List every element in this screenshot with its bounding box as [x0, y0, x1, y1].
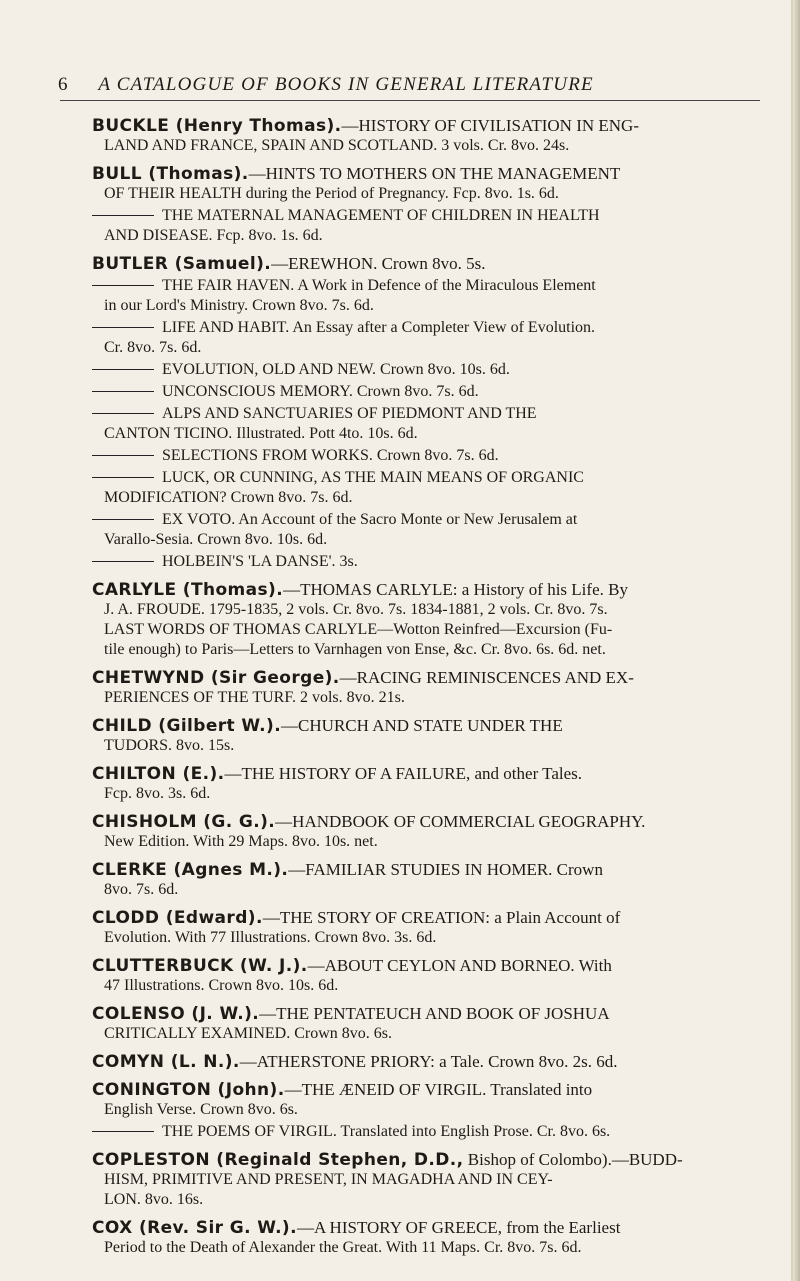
entry-text: —THE STORY OF CREATION: a Plain Account of	[262, 908, 621, 927]
entry-continuation-line	[92, 928, 760, 948]
catalogue-entries	[92, 116, 760, 1266]
entry-text: English Verse. Crown 8vo. 6s.	[104, 1101, 298, 1118]
sub-entry	[92, 404, 760, 444]
catalogue-entry	[92, 716, 760, 756]
catalogue-entry	[92, 1218, 760, 1258]
author-name: CONINGTON (John).	[92, 1080, 285, 1100]
entry-text: LON. 8vo. 16s.	[104, 1191, 204, 1208]
entry-heading-line	[92, 254, 760, 274]
sub-entry-text: HOLBEIN'S 'LA DANSE'. 3s.	[162, 553, 358, 570]
sub-entry-continuation-line	[92, 338, 760, 358]
entry-continuation-line	[92, 688, 760, 708]
sub-entry-text: Cr. 8vo. 7s. 6d.	[104, 339, 202, 356]
entry-text: HISM, PRIMITIVE AND PRESENT, IN MAGADHA AND IN CEY-	[104, 1171, 553, 1188]
entry-heading-line	[92, 1052, 760, 1072]
ditto-dash	[92, 285, 154, 286]
sub-entry	[92, 552, 760, 572]
author-name: COX (Rev. Sir G. W.).	[92, 1218, 297, 1238]
entry-text: LAND AND FRANCE, SPAIN AND SCOTLAND. 3 vols. Cr. 8vo. 24s.	[104, 137, 570, 154]
sub-entry-line	[92, 206, 760, 226]
author-name: CHILD (Gilbert W.).	[92, 716, 282, 736]
catalogue-entry	[92, 1052, 760, 1072]
entry-heading-line	[92, 116, 760, 136]
entry-continuation-line	[92, 880, 760, 900]
catalogue-entry	[92, 764, 760, 804]
catalogue-entry	[92, 1004, 760, 1044]
entry-continuation-line	[92, 184, 760, 204]
sub-entry-text: THE FAIR HAVEN. A Work in Defence of the Miraculous Element	[162, 277, 596, 294]
sub-entry-text: LIFE AND HABIT. An Essay after a Completer View of Evolution.	[162, 319, 596, 336]
sub-entry-continuation-line	[92, 296, 760, 316]
entry-text: —HISTORY OF CIVILISATION IN ENG-	[341, 116, 639, 135]
sub-entry-line	[92, 276, 760, 296]
entry-text: —THE PENTATEUCH AND BOOK OF JOSHUA	[259, 1004, 610, 1023]
author-name: COPLESTON (Reginald Stephen, D.D.,	[92, 1150, 464, 1170]
sub-entry-line	[92, 382, 760, 402]
sub-entry	[92, 468, 760, 508]
sub-entry-continuation-line	[92, 226, 760, 246]
sub-entry-line	[92, 360, 760, 380]
entry-heading-line	[92, 164, 760, 184]
ditto-dash	[92, 215, 154, 216]
ditto-dash	[92, 519, 154, 520]
sub-entry-text: Varallo-Sesia. Crown 8vo. 10s. 6d.	[104, 531, 328, 548]
sub-entry-text: in our Lord's Ministry. Crown 8vo. 7s. 6d.	[104, 297, 374, 314]
entry-text: 8vo. 7s. 6d.	[104, 881, 179, 898]
sub-entry-text: ALPS AND SANCTUARIES OF PIEDMONT AND THE	[162, 405, 537, 422]
sub-entry-line	[92, 404, 760, 424]
author-name: CHILTON (E.).	[92, 764, 225, 784]
entry-text: TUDORS. 8vo. 15s.	[104, 737, 235, 754]
sub-entry-text: EX VOTO. An Account of the Sacro Monte or New Jerusalem at	[162, 511, 578, 528]
author-name: CARLYLE (Thomas).	[92, 580, 284, 600]
entry-text: —RACING REMINISCENCES AND EX-	[339, 668, 634, 687]
entry-continuation-line	[92, 832, 760, 852]
entry-continuation-line	[92, 1190, 760, 1210]
entry-text: CRITICALLY EXAMINED. Crown 8vo. 6s.	[104, 1025, 393, 1042]
sub-entry-continuation-line	[92, 424, 760, 444]
entry-heading-line	[92, 580, 760, 600]
sub-entry	[92, 276, 760, 316]
entry-continuation-line	[92, 1170, 760, 1190]
entry-text: —THE ÆNEID OF VIRGIL. Translated into	[284, 1080, 593, 1099]
author-name: BUTLER (Samuel).	[92, 254, 272, 274]
entry-text: LAST WORDS OF THOMAS CARLYLE—Wotton Reinfred—Excursion (Fu-	[104, 621, 613, 638]
sub-entry-line	[92, 318, 760, 338]
sub-entry-text: UNCONSCIOUS MEMORY. Crown 8vo. 7s. 6d.	[162, 383, 479, 400]
catalogue-entry	[92, 1080, 760, 1142]
ditto-dash	[92, 477, 154, 478]
entry-continuation-line	[92, 1238, 760, 1258]
author-name: BUCKLE (Henry Thomas).	[92, 116, 342, 136]
sub-entry	[92, 360, 760, 380]
sub-entry-text: THE POEMS OF VIRGIL. Translated into English Prose. Cr. 8vo. 6s.	[162, 1123, 611, 1140]
catalogue-entry	[92, 580, 760, 660]
entry-text: —HANDBOOK OF COMMERCIAL GEOGRAPHY.	[275, 812, 646, 831]
author-name: CLUTTERBUCK (W. J.).	[92, 956, 308, 976]
entry-heading-line	[92, 764, 760, 784]
entry-text: OF THEIR HEALTH during the Period of Pregnancy. Fcp. 8vo. 1s. 6d.	[104, 185, 559, 202]
entry-continuation-line	[92, 1100, 760, 1120]
entry-text: —A HISTORY OF GREECE, from the Earliest	[296, 1218, 621, 1237]
author-name: COMYN (L. N.).	[92, 1052, 240, 1072]
entry-heading-line	[92, 668, 760, 688]
sub-entry-line	[92, 1122, 760, 1142]
sub-entry-line	[92, 552, 760, 572]
catalogue-entry	[92, 1150, 760, 1210]
entry-text: Evolution. With 77 Illustrations. Crown 8vo. 3s. 6d.	[104, 929, 437, 946]
entry-continuation-line	[92, 136, 760, 156]
page-number: 6	[58, 74, 69, 95]
catalogue-entry	[92, 860, 760, 900]
entry-heading-line	[92, 860, 760, 880]
sub-entry-continuation-line	[92, 530, 760, 550]
entry-continuation-line	[92, 736, 760, 756]
entry-heading-line	[92, 1150, 760, 1170]
author-name: CLERKE (Agnes M.).	[92, 860, 289, 880]
sub-entry	[92, 446, 760, 466]
sub-entry-continuation-line	[92, 488, 760, 508]
entry-heading-line	[92, 908, 760, 928]
sub-entry-text: CANTON TICINO. Illustrated. Pott 4to. 10s. 6d.	[104, 425, 418, 442]
entry-continuation-line	[92, 784, 760, 804]
entry-text: —THE HISTORY OF A FAILURE, and other Tales.	[224, 764, 583, 783]
entry-continuation-line	[92, 976, 760, 996]
page-edge	[793, 0, 800, 1281]
entry-text: Bishop of Colombo).—BUDD-	[463, 1150, 683, 1169]
entry-heading-line	[92, 812, 760, 832]
page-header	[58, 74, 758, 96]
sub-entry-line	[92, 468, 760, 488]
sub-entry	[92, 318, 760, 358]
entry-text: PERIENCES OF THE TURF. 2 vols. 8vo. 21s.	[104, 689, 405, 706]
ditto-dash	[92, 413, 154, 414]
sub-entry-line	[92, 446, 760, 466]
entry-text: Period to the Death of Alexander the Great. With 11 Maps. Cr. 8vo. 7s. 6d.	[104, 1239, 582, 1256]
sub-entry-line	[92, 510, 760, 530]
entry-heading-line	[92, 1218, 760, 1238]
sub-entry-text: MODIFICATION? Crown 8vo. 7s. 6d.	[104, 489, 353, 506]
catalogue-entry	[92, 812, 760, 852]
entry-text: New Edition. With 29 Maps. 8vo. 10s. net.	[104, 833, 378, 850]
catalogue-entry	[92, 164, 760, 246]
catalogue-entry	[92, 956, 760, 996]
entry-continuation-line	[92, 640, 760, 660]
ditto-dash	[92, 391, 154, 392]
sub-entry-text: SELECTIONS FROM WORKS. Crown 8vo. 7s. 6d.	[162, 447, 499, 464]
sub-entry-text: THE MATERNAL MANAGEMENT OF CHILDREN IN HEALTH	[162, 207, 600, 224]
author-name: BULL (Thomas).	[92, 164, 249, 184]
catalogue-entry	[92, 908, 760, 948]
entry-text: —THOMAS CARLYLE: a History of his Life. By	[283, 580, 628, 599]
entry-text: tile enough) to Paris—Letters to Varnhagen von Ense, &c. Cr. 8vo. 6s. 6d. net.	[104, 641, 606, 658]
entry-continuation-line	[92, 620, 760, 640]
author-name: CLODD (Edward).	[92, 908, 263, 928]
header-rule	[60, 100, 760, 101]
entry-continuation-line	[92, 1024, 760, 1044]
ditto-dash	[92, 561, 154, 562]
catalogue-entry	[92, 254, 760, 572]
entry-text: —FAMILIAR STUDIES IN HOMER. Crown	[288, 860, 603, 879]
entry-text: —ABOUT CEYLON AND BORNEO. With	[307, 956, 612, 975]
sub-entry	[92, 382, 760, 402]
entry-text: —EREWHON. Crown 8vo. 5s.	[271, 254, 486, 273]
sub-entry-text: LUCK, OR CUNNING, AS THE MAIN MEANS OF ORGANIC	[162, 469, 584, 486]
entry-heading-line	[92, 956, 760, 976]
catalogue-entry	[92, 116, 760, 156]
author-name: CHETWYND (Sir George).	[92, 668, 340, 688]
author-name: COLENSO (J. W.).	[92, 1004, 260, 1024]
entry-continuation-line	[92, 600, 760, 620]
sub-entry	[92, 510, 760, 550]
sub-entry-text: AND DISEASE. Fcp. 8vo. 1s. 6d.	[104, 227, 323, 244]
entry-text: —HINTS TO MOTHERS ON THE MANAGEMENT	[248, 164, 621, 183]
entry-heading-line	[92, 1080, 760, 1100]
catalogue-entry	[92, 668, 760, 708]
entry-text: Fcp. 8vo. 3s. 6d.	[104, 785, 211, 802]
sub-entry-text: EVOLUTION, OLD AND NEW. Crown 8vo. 10s. 6d.	[162, 361, 510, 378]
ditto-dash	[92, 327, 154, 328]
ditto-dash	[92, 369, 154, 370]
ditto-dash	[92, 455, 154, 456]
entry-text: —CHURCH AND STATE UNDER THE	[281, 716, 563, 735]
author-name: CHISHOLM (G. G.).	[92, 812, 276, 832]
running-title: A CATALOGUE OF BOOKS IN GENERAL LITERATURE	[98, 74, 594, 95]
sub-entry	[92, 1122, 760, 1142]
ditto-dash	[92, 1131, 154, 1132]
sub-entry	[92, 206, 760, 246]
entry-heading-line	[92, 716, 760, 736]
entry-heading-line	[92, 1004, 760, 1024]
entry-text: —ATHERSTONE PRIORY: a Tale. Crown 8vo. 2s. 6d.	[239, 1052, 618, 1071]
entry-text: 47 Illustrations. Crown 8vo. 10s. 6d.	[104, 977, 339, 994]
entry-text: J. A. FROUDE. 1795-1835, 2 vols. Cr. 8vo. 7s. 1834-1881, 2 vols. Cr. 8vo. 7s.	[104, 601, 608, 618]
